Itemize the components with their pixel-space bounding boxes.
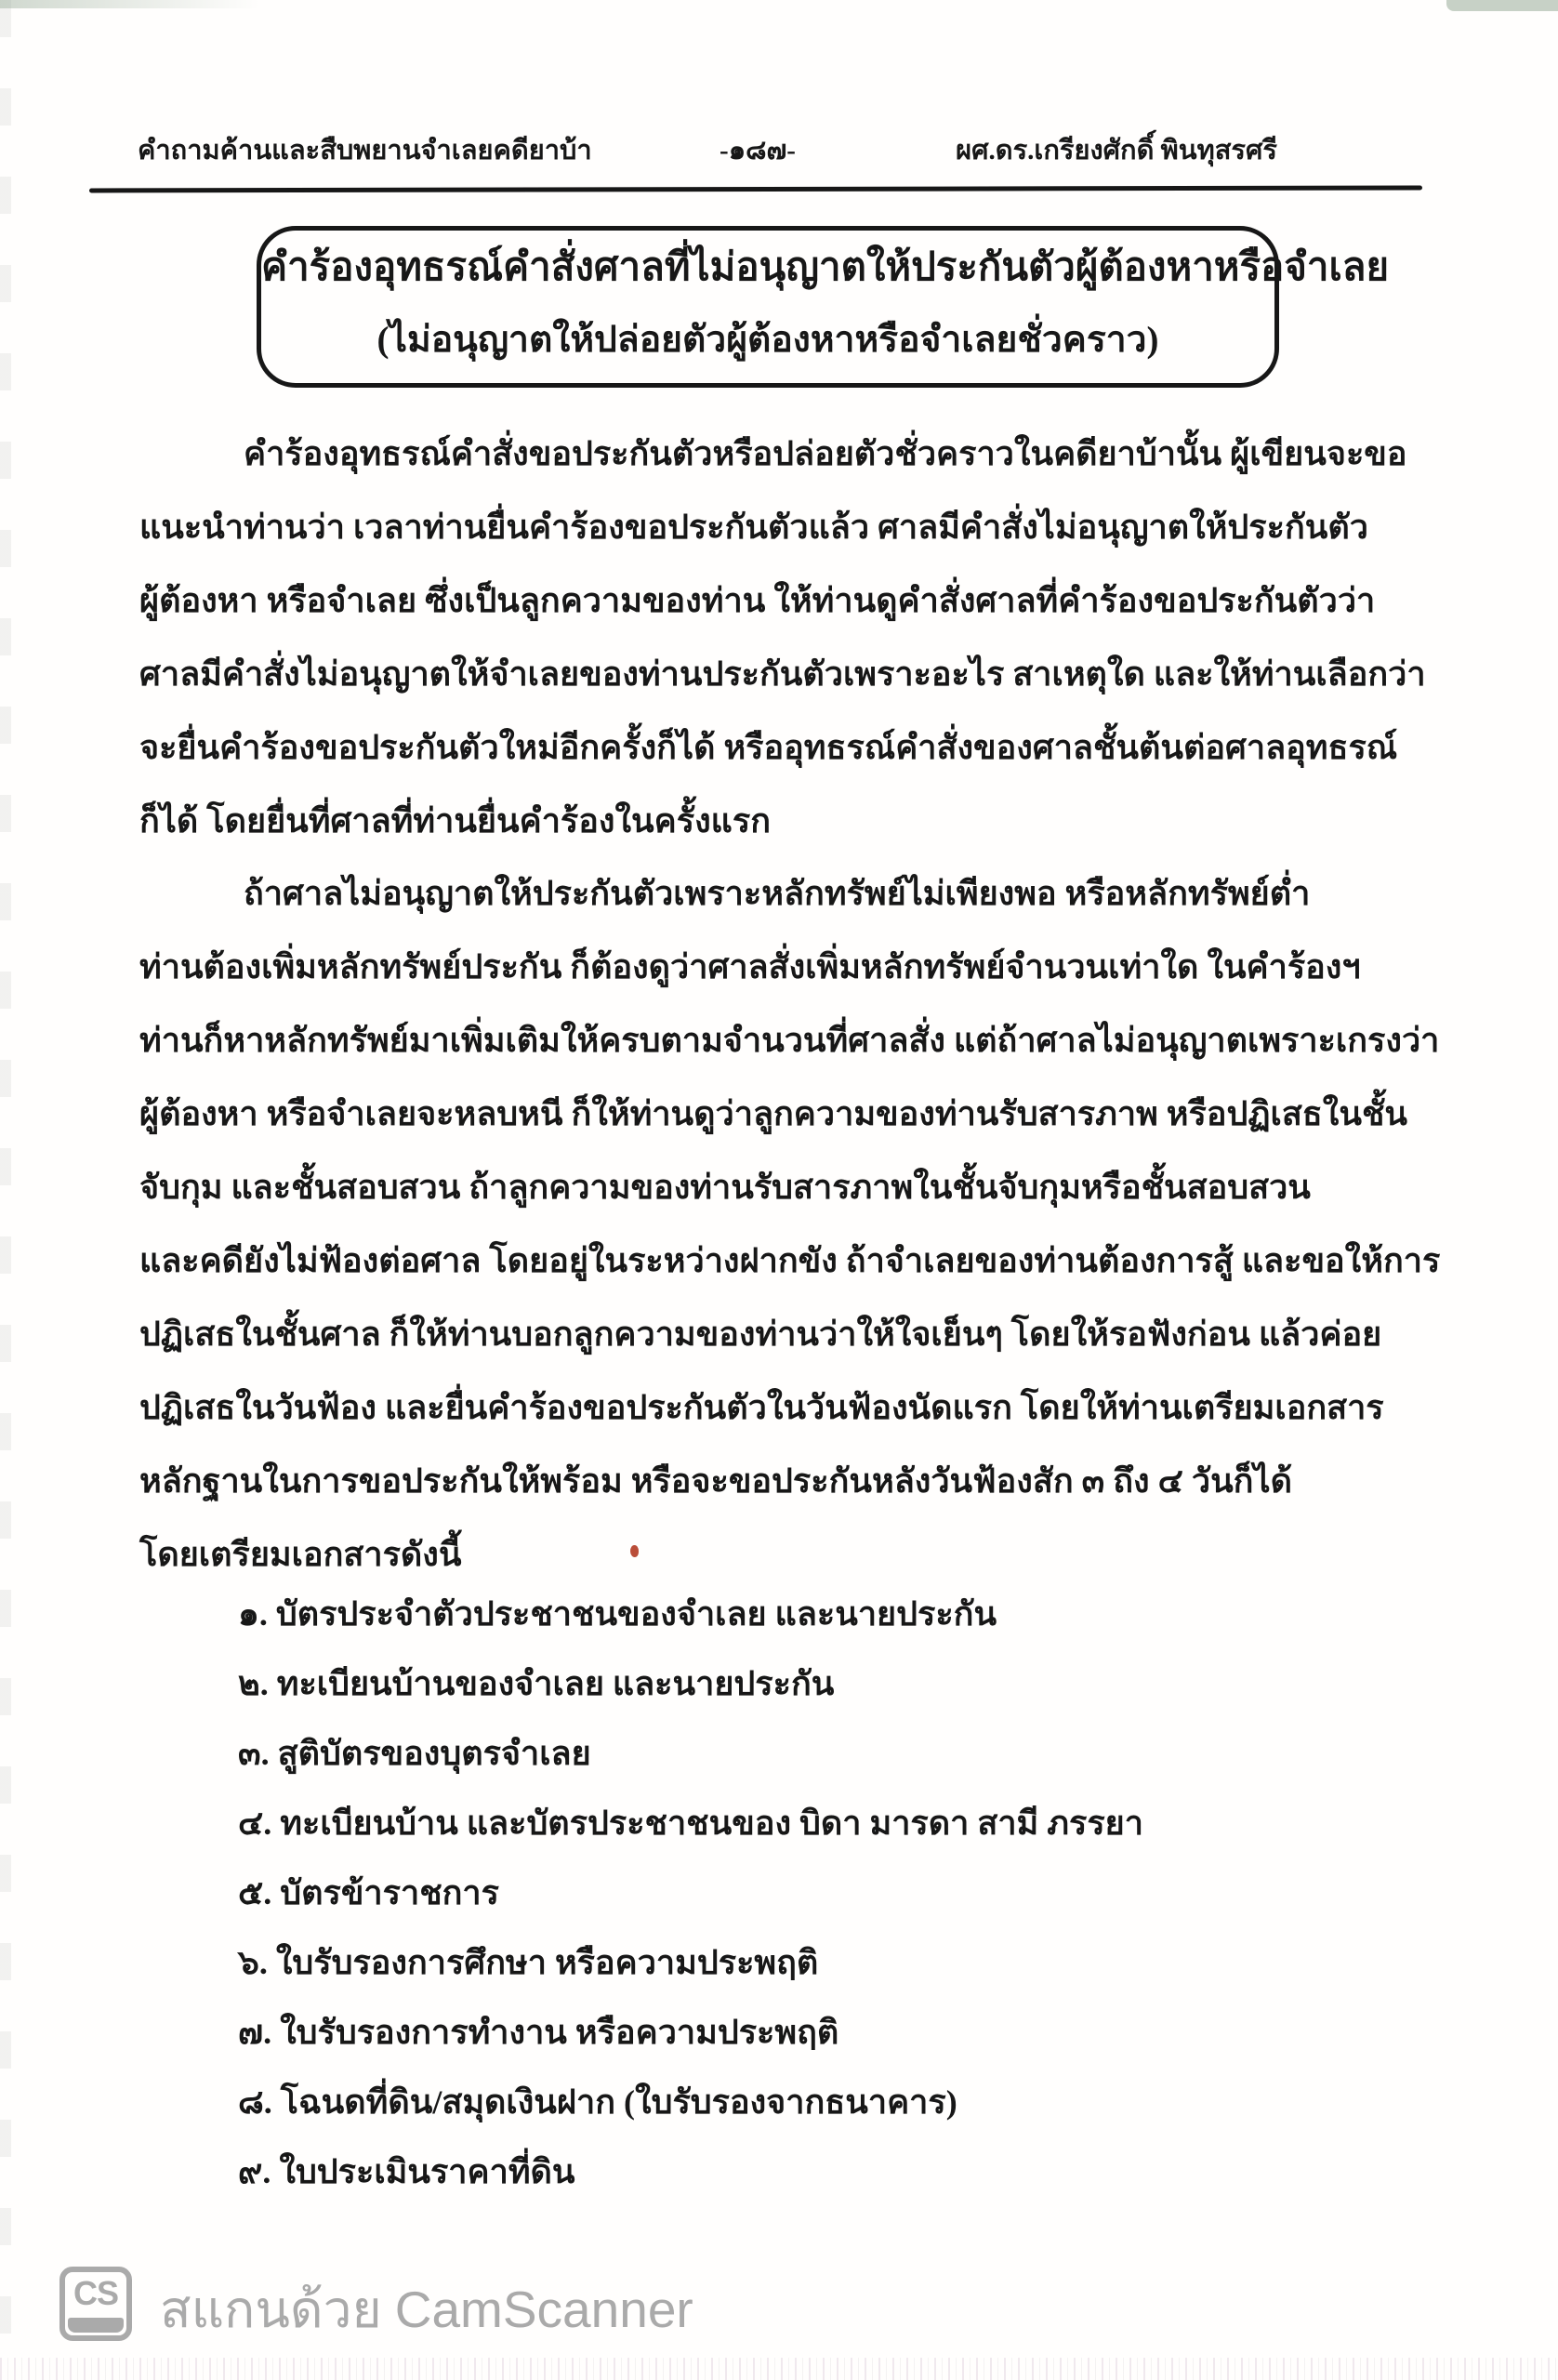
scan-artifact-top-right [1446,0,1558,11]
document-list-item: ๙. ใบประเมินราคาที่ดิน [238,2153,575,2190]
camscanner-watermark-text [160,2269,706,2350]
text-line: โดยเตรียมเอกสารดังนี้ [139,1536,462,1573]
documents-list [139,1580,1367,2207]
section-title-box [257,226,1390,388]
document-list-item: ๓. สูติบัตรของบุตรจำเลย [238,1735,591,1772]
paragraph-2 [139,857,1441,1592]
text-line: ท่านก็หาหลักทรัพย์มาเพิ่มเติมให้ครบตามจำนวนที่ศาลสั่ง แต่ถ้าศาลไม่อนุญาตเพราะเกรงว่า [139,1022,1440,1059]
document-list-item: ๕. บัตรข้าราชการ [238,1874,499,1911]
paragraph-1 [139,417,1426,858]
text-line: จับกุม และชั้นสอบสวน ถ้าลูกความของท่านรับสารภาพในชั้นจับกุมหรือชั้นสอบสวน [139,1169,1311,1206]
text-line: ก็ได้ โดยยื่นที่ศาลที่ท่านยื่นคำร้องในครั้งแรก [139,802,771,840]
document-list-item: ๔. ทะเบียนบ้าน และบัตรประชาชนของ บิดา มารดา สามี ภรรยา [238,1805,1143,1842]
text-line: จะยื่นคำร้องขอประกันตัวใหม่อีกครั้งก็ได้ หรืออุทธรณ์คำสั่งของศาลชั้นต้นต่อศาลอุทธรณ์ [139,729,1398,766]
text-line: และคดียังไม่ฟ้องต่อศาล โดยอยู่ในระหว่างฝากขัง ถ้าจำเลยของท่านต้องการสู้ และขอให้การ [139,1242,1441,1279]
text-line: แนะนำท่านว่า เวลาท่านยื่นคำร้องขอประกันตัวแล้ว ศาลมีคำสั่งไม่อนุญาตให้ประกันตัว [139,509,1368,546]
scan-artifact-top-left [0,0,260,8]
running-header-author: ผศ.ดร.เกรียงศักดิ์ พินทุสรศรี [956,136,1277,165]
scan-artifact-left-edge [0,0,11,2380]
document-list-item: ๖. ใบรับรองการศึกษา หรือความประพฤติ [238,1944,819,1981]
document-list-item: ๑. บัตรประจำตัวประชาชนของจำเลย และนายประกัน [238,1595,997,1633]
watermark-text-brand: CamScanner [394,2281,693,2338]
page-number: -๑๘๗- [720,136,796,165]
text-line: ท่านต้องเพิ่มหลักทรัพย์ประกัน ก็ต้องดูว่าศาลสั่งเพิ่มหลักทรัพย์จำนวนเท่าใด ในคำร้องฯ [139,948,1361,985]
ink-speck [630,1545,639,1557]
text-line: ผู้ต้องหา หรือจำเลยจะหลบหนี ก็ให้ท่านดูว่าลูกความของท่านรับสารภาพ หรือปฏิเสธในชั้น [139,1095,1407,1132]
section-title-line-2: (ไม่อนุญาตให้ปล่อยตัวผู้ต้องหาหรือจำเลยชั่วคราว) [376,320,1159,360]
camscanner-icon-chin [68,2318,124,2333]
text-line: ปฏิเสธในวันฟ้อง และยื่นคำร้องขอประกันตัวในวันฟ้องนัดแรก โดยให้ท่านเตรียมเอกสาร [139,1389,1384,1426]
text-line: ศาลมีคำสั่งไม่อนุญาตให้จำเลยของท่านประกันตัวเพราะอะไร สาเหตุใด และให้ท่านเลือกว่า [139,655,1426,693]
text-line: คำร้องอุทธรณ์คำสั่งขอประกันตัวหรือปล่อยตัวชั่วคราวในคดียาบ้านั้น ผู้เขียนจะขอ [244,435,1407,472]
text-line: ปฏิเสธในชั้นศาล ก็ให้ท่านบอกลูกความของท่านว่าให้ใจเย็นๆ โดยให้รอฟังก่อน แล้วค่อย [139,1316,1382,1353]
scan-artifact-bottom-edge [0,2358,1558,2380]
camscanner-icon [59,2267,132,2341]
section-title-line-1: คำร้องอุทธรณ์คำสั่งศาลที่ไม่อนุญาตให้ประกันตัวผู้ต้องหาหรือจำเลย [261,246,1390,289]
watermark-text-thai: สแกนด้วย [160,2281,382,2338]
text-line: ผู้ต้องหา หรือจำเลย ซึ่งเป็นลูกความของท่าน ให้ท่านดูคำสั่งศาลที่คำร้องขอประกันตัวว่า [139,582,1376,619]
document-list-item: ๒. ทะเบียนบ้านของจำเลย และนายประกัน [238,1665,835,1702]
text-line: ถ้าศาลไม่อนุญาตให้ประกันตัวเพราะหลักทรัพย์ไม่เพียงพอ หรือหลักทรัพย์ต่ำ [244,875,1311,912]
document-list-item: ๘. โฉนดที่ดิน/สมุดเงินฝาก (ใบรับรองจากธนาคาร) [238,2083,957,2121]
camscanner-icon-label: CS [73,2274,118,2312]
header-divider-line [89,185,1422,192]
running-header-title: คำถามค้านและสืบพยานจำเลยคดียาบ้า [138,136,592,165]
text-line: หลักฐานในการขอประกันให้พร้อม หรือจะขอประกันหลังวันฟ้องสัก ๓ ถึง ๔ วันก็ได้ [139,1462,1292,1500]
document-list-item: ๗. ใบรับรองการทำงาน หรือความประพฤติ [238,2014,839,2051]
